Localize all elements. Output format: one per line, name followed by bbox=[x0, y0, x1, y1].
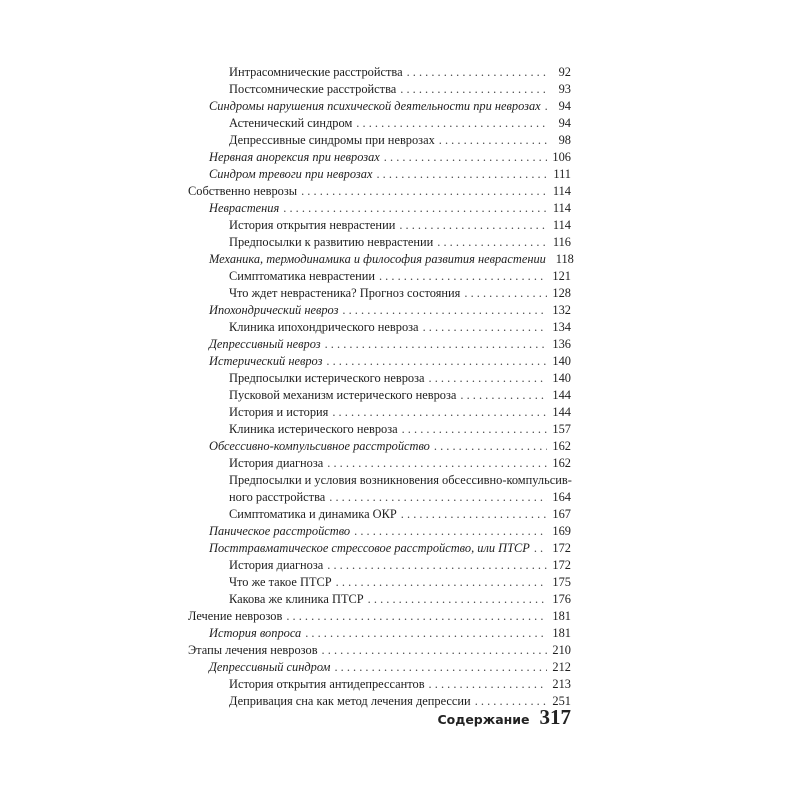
toc-entry bbox=[188, 81, 571, 98]
toc-entry-page: 140 bbox=[552, 354, 571, 368]
toc-entry-page: 140 bbox=[552, 371, 571, 385]
dot-leader bbox=[301, 183, 547, 200]
toc-entry-title: Истерический невроз bbox=[209, 354, 323, 368]
toc-entry bbox=[188, 132, 571, 149]
toc-entry-title: Механика, термодинамика и философия развития неврастении bbox=[209, 252, 546, 266]
toc-entry-page: 94 bbox=[558, 99, 571, 113]
toc-entry bbox=[188, 64, 571, 81]
toc-entry-page: 175 bbox=[552, 575, 571, 589]
dot-leader bbox=[401, 506, 547, 523]
toc-entry-page: 93 bbox=[558, 82, 571, 96]
toc-entry-title: Обсессивно-компульсивное расстройство bbox=[209, 439, 430, 453]
toc-entry-page: 162 bbox=[552, 439, 571, 453]
toc-entry-page: 144 bbox=[552, 405, 571, 419]
toc-entry-title: История вопроса bbox=[209, 626, 302, 640]
toc-entry bbox=[188, 370, 571, 387]
toc-entry bbox=[188, 336, 571, 353]
dot-leader bbox=[334, 659, 547, 676]
toc-entry bbox=[188, 421, 571, 438]
toc-entry-page: 181 bbox=[552, 609, 571, 623]
toc-entry bbox=[188, 302, 571, 319]
toc-entry bbox=[188, 591, 571, 608]
toc-entry-page: 116 bbox=[552, 235, 571, 249]
footer-section-label: Содержание bbox=[437, 712, 530, 727]
toc-entry-title: История диагноза bbox=[229, 558, 324, 572]
dot-leader bbox=[305, 625, 547, 642]
toc-entry bbox=[188, 234, 571, 251]
toc-entry-title: Симптоматика и динамика ОКР bbox=[229, 507, 397, 521]
toc-entry-title: История диагноза bbox=[229, 456, 324, 470]
dot-leader bbox=[429, 370, 547, 387]
toc-entry bbox=[188, 659, 571, 676]
toc-entry bbox=[188, 455, 571, 472]
toc-entry-page: 157 bbox=[552, 422, 571, 436]
toc-entry-title: Паническое расстройство bbox=[209, 524, 351, 538]
toc-entry-page: 210 bbox=[552, 643, 571, 657]
dot-leader bbox=[400, 81, 547, 98]
toc-entry-title: Предпосылки истерического невроза bbox=[229, 371, 425, 385]
table-of-contents bbox=[188, 64, 574, 710]
toc-entry-title: Посттравматическое стрессовое расстройство, или ПТСР bbox=[209, 541, 530, 555]
dot-leader bbox=[429, 676, 547, 693]
dot-leader bbox=[322, 642, 547, 659]
toc-entry-title: Синдромы нарушения психической деятельности при неврозах bbox=[209, 99, 541, 113]
toc-entry-page: 106 bbox=[552, 150, 571, 164]
toc-entry-page: 92 bbox=[558, 65, 571, 79]
toc-entry bbox=[188, 438, 571, 455]
dot-leader bbox=[399, 217, 547, 234]
toc-entry bbox=[188, 557, 571, 574]
toc-entry bbox=[188, 642, 571, 659]
toc-entry-title: Что же такое ПТСР bbox=[229, 575, 332, 589]
dot-leader bbox=[336, 574, 547, 591]
toc-entry-title: Нервная анорексия при неврозах bbox=[209, 150, 380, 164]
dot-leader bbox=[368, 591, 547, 608]
dot-leader bbox=[356, 115, 547, 132]
toc-entry-title: Собственно неврозы bbox=[188, 184, 298, 198]
toc-entry bbox=[188, 625, 571, 642]
toc-entry bbox=[188, 608, 571, 625]
toc-entry bbox=[188, 387, 571, 404]
toc-entry bbox=[188, 540, 571, 557]
dot-leader bbox=[327, 557, 547, 574]
dot-leader bbox=[354, 523, 547, 540]
toc-entry-page: 251 bbox=[552, 694, 571, 708]
toc-entry-title: Ипохондрический невроз bbox=[209, 303, 339, 317]
toc-entry bbox=[188, 319, 571, 336]
toc-entry-title: Депривация сна как метод лечения депрессии bbox=[229, 694, 471, 708]
page-footer bbox=[430, 705, 571, 730]
dot-leader bbox=[384, 149, 547, 166]
toc-entry-page: 164 bbox=[552, 490, 571, 504]
toc-entry-title: Лечение неврозов bbox=[188, 609, 283, 623]
toc-entry-page: 181 bbox=[552, 626, 571, 640]
dot-leader bbox=[407, 64, 547, 81]
toc-entry bbox=[188, 285, 571, 302]
dot-leader bbox=[434, 438, 547, 455]
toc-entry-title: Депрессивный синдром bbox=[209, 660, 331, 674]
dot-leader bbox=[326, 353, 547, 370]
toc-entry-page: 114 bbox=[552, 201, 571, 215]
toc-entry-page: 98 bbox=[558, 133, 571, 147]
toc-entry-page: 162 bbox=[552, 456, 571, 470]
toc-entry bbox=[188, 98, 571, 115]
toc-entry-page: 114 bbox=[552, 218, 571, 232]
dot-leader bbox=[439, 132, 547, 149]
toc-entry-title: Депрессивные синдромы при неврозах bbox=[229, 133, 435, 147]
dot-leader bbox=[342, 302, 547, 319]
toc-entry-page: 213 bbox=[552, 677, 571, 691]
dot-leader bbox=[402, 421, 547, 438]
toc-entry bbox=[188, 183, 571, 200]
toc-entry-page: 144 bbox=[552, 388, 571, 402]
toc-entry-title: Клиника ипохондрического невроза bbox=[229, 320, 419, 334]
dot-leader bbox=[437, 234, 547, 251]
toc-entry bbox=[188, 404, 571, 421]
dot-leader bbox=[534, 540, 547, 557]
toc-entry-title: Симптоматика неврастении bbox=[229, 269, 375, 283]
toc-entry-page: 121 bbox=[552, 269, 571, 283]
toc-entry-title: История открытия антидепрессантов bbox=[229, 677, 425, 691]
dot-leader bbox=[286, 608, 547, 625]
dot-leader bbox=[329, 489, 547, 506]
dot-leader bbox=[327, 455, 547, 472]
toc-entry-title: Постсомнические расстройства bbox=[229, 82, 397, 96]
toc-entry-page: 167 bbox=[552, 507, 571, 521]
toc-entry-page: 136 bbox=[552, 337, 571, 351]
toc-entry bbox=[188, 115, 571, 132]
toc-entry-title-line: Предпосылки и условия возникновения обсессивно-компульсив- bbox=[229, 473, 572, 487]
toc-entry-page: 176 bbox=[552, 592, 571, 606]
toc-entry-page: 134 bbox=[552, 320, 571, 334]
toc-entry-page: 94 bbox=[558, 116, 571, 130]
toc-entry-title: Пусковой механизм истерического невроза bbox=[229, 388, 457, 402]
toc-entry-page: 128 bbox=[552, 286, 571, 300]
dot-leader bbox=[545, 98, 547, 115]
toc-entry-title: Депрессивный невроз bbox=[209, 337, 321, 351]
toc-entry-page: 132 bbox=[552, 303, 571, 317]
toc-entry-title: История открытия неврастении bbox=[229, 218, 396, 232]
toc-entry-page: 118 bbox=[555, 252, 574, 266]
toc-entry-page: 114 bbox=[552, 184, 571, 198]
toc-entry bbox=[188, 268, 571, 285]
toc-entry-title: Этапы лечения неврозов bbox=[188, 643, 318, 657]
toc-entry bbox=[188, 149, 571, 166]
dot-leader bbox=[325, 336, 547, 353]
toc-entry-title: ного расстройства bbox=[229, 490, 326, 504]
toc-entry-title: История и история bbox=[229, 405, 329, 419]
toc-entry bbox=[188, 506, 571, 523]
toc-entry bbox=[188, 574, 571, 591]
dot-leader bbox=[283, 200, 547, 217]
footer-page-number: 317 bbox=[539, 705, 571, 729]
toc-entry-title: Какова же клиника ПТСР bbox=[229, 592, 364, 606]
dot-leader bbox=[379, 268, 547, 285]
toc-entry bbox=[188, 166, 571, 183]
toc-entry-title: Предпосылки к развитию неврастении bbox=[229, 235, 434, 249]
toc-entry-page: 172 bbox=[552, 541, 571, 555]
toc-entry bbox=[188, 676, 571, 693]
toc-entry-page: 212 bbox=[552, 660, 571, 674]
dot-leader bbox=[423, 319, 547, 336]
toc-entry-page: 169 bbox=[552, 524, 571, 538]
dot-leader bbox=[464, 285, 547, 302]
toc-entry bbox=[188, 217, 571, 234]
dot-leader bbox=[332, 404, 547, 421]
toc-entry-title: Неврастения bbox=[209, 201, 280, 215]
toc-entry bbox=[188, 251, 574, 268]
toc-entry bbox=[188, 489, 571, 506]
toc-entry-title: Синдром тревоги при неврозах bbox=[209, 167, 373, 181]
toc-entry bbox=[188, 353, 571, 370]
toc-entry-title: Клиника истерического невроза bbox=[229, 422, 398, 436]
toc-entry-title: Что ждет неврастеника? Прогноз состояния bbox=[229, 286, 461, 300]
toc-entry bbox=[188, 523, 571, 540]
toc-entry-page: 172 bbox=[552, 558, 571, 572]
dot-leader bbox=[376, 166, 547, 183]
toc-entry-title: Интрасомнические расстройства bbox=[229, 65, 403, 79]
toc-entry-title: Астенический синдром bbox=[229, 116, 353, 130]
toc-entry-page: 111 bbox=[553, 167, 571, 181]
dot-leader bbox=[460, 387, 547, 404]
toc-entry bbox=[188, 200, 571, 217]
